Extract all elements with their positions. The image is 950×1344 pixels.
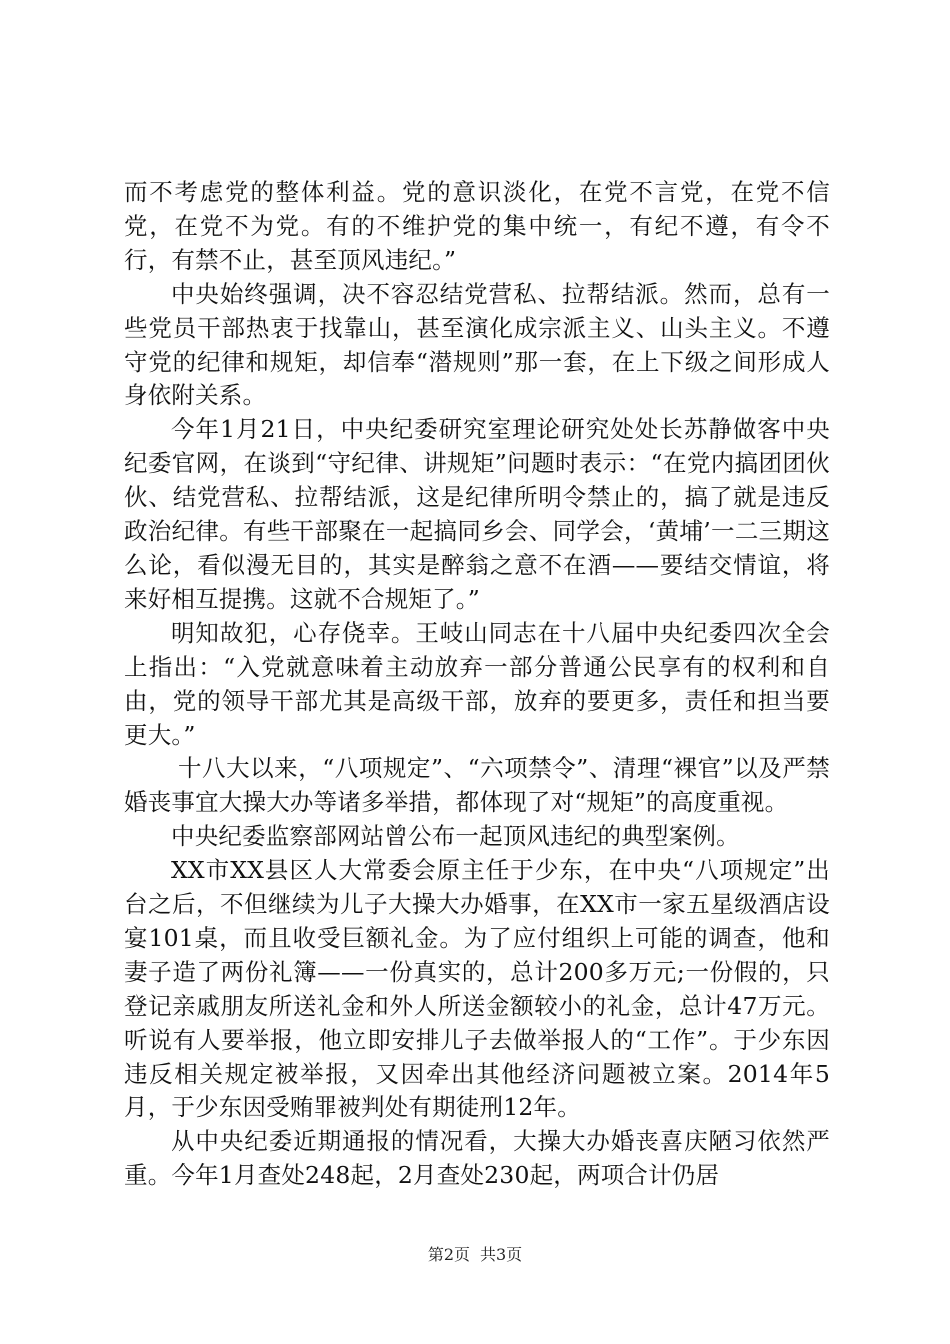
paragraph: 中央纪委监察部网站曾公布一起顶风违纪的典型案例。 [171,822,740,851]
paragraph: 明知故犯，心存侥幸。王岐山同志在十八届中央纪委四次全会上指出：“入党就意味着主动放弃一部分普通公民享有的权利和自由，党的领导干部尤其是高级干部，放弃的要更多，责任和担当要更大。” [124,618,830,749]
paragraph: XX市XX县区人大常委会原主任于少东，在中央“八项规定”出台之后，不但继续为儿子大操大办婚事，在XX市一家五星级酒店设宴101桌，而且收受巨额礼金。为了应付组织上可能的调查，他和妻子造了两份礼簿——一份真实的，总计200多万元;一份假的，只登记亲戚朋友所送礼金和外人所送金额较小的礼金，总计47万元。听说有人要举报，他立即安排儿子去做举报人的“工作”。于少东因违反相关规定被举报，又因牵出其他经济问题被立案。2014年5月，于少东因受贿罪被判处有期徒刑12年。 [124,856,830,1122]
paragraph: 十八大以来，“八项规定”、“六项禁令”、清理“裸官”以及严禁婚丧事宜大操大办等诸多举措，都体现了对“规矩”的高度重视。 [124,754,830,817]
paragraph: 今年1月21日，中央纪委研究室理论研究处处长苏静做客中央纪委官网，在谈到“守纪律、讲规矩”问题时表示：“在党内搞团团伙伙、结党营私、拉帮结派，这是纪律所明令禁止的，搞了就是违反政治纪律。有些干部聚在一起搞同乡会、同学会，‘黄埔’一二三期这么论，看似漫无目的，其实是醉翁之意不在酒——要结交情谊，将来好相互提携。这就不合规矩了。” [124,415,830,613]
paragraph: 中央始终强调，决不容忍结党营私、拉帮结派。然而，总有一些党员干部热衷于找靠山，甚至演化成宗派主义、山头主义。不遵守党的纪律和规矩，却信奉“潜规则”那一套，在上下级之间形成人身依附关系。 [124,279,830,410]
page-total: 共3页 [480,1245,523,1264]
page-footer [0,1245,950,1265]
paragraph: 从中央纪委近期通报的情况看，大操大办婚丧喜庆陋习依然严重。今年1月查处248起，2月查处230起，两项合计仍居 [124,1127,830,1190]
page-number: 第2页 [427,1245,470,1264]
paragraph: 而不考虑党的整体利益。党的意识淡化，在党不言党，在党不信党，在党不为党。有的不维护党的集中统一，有纪不遵，有令不行，有禁不止，甚至顶风违纪。” [124,178,830,274]
document-body [124,176,830,1193]
